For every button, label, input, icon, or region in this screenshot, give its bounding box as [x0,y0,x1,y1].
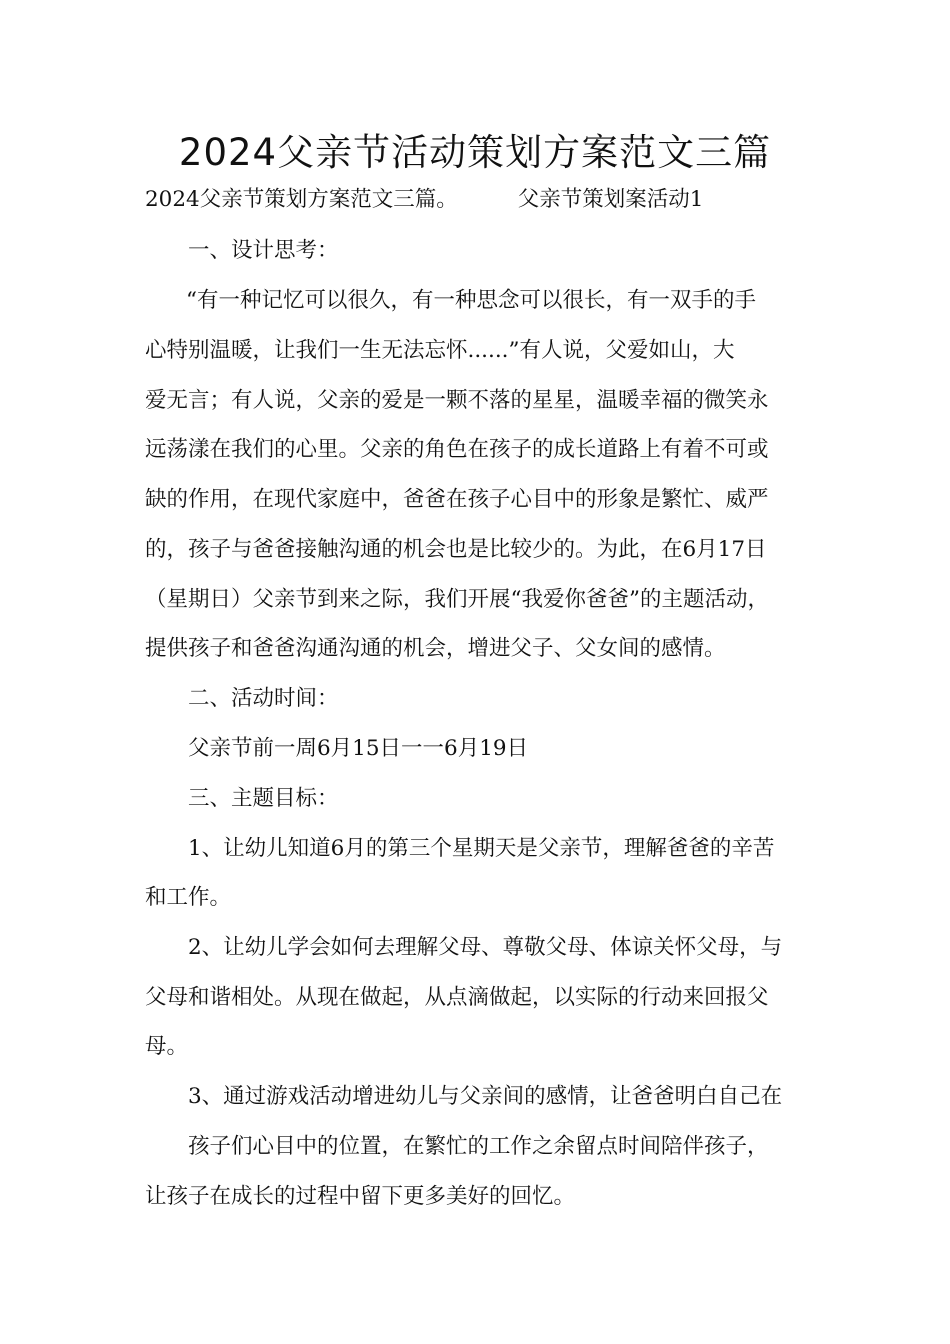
paragraph-line: 父母和谐相处。从现在做起，从点滴做起，以实际的行动来回报父 [145,985,769,1010]
goal-item-3: 3、通过游戏活动增进幼儿与父亲间的感情，让爸爸明白自己在 [188,1084,783,1109]
paragraph-line: 缺的作用，在现代家庭中，爸爸在孩子心目中的形象是繁忙、威严 [145,487,769,512]
section-heading-design: 一、设计思考： [188,238,339,263]
paragraph-line: 让孩子在成长的过程中留下更多美好的回忆。 [145,1184,576,1209]
document-title: 2024父亲节活动策划方案范文三篇 [178,131,772,174]
paragraph-line: 心特别温暖，让我们一生无法忘怀......”有人说，父爱如山，大 [145,338,735,363]
subtitle-right: 父亲节策划案活动1 [517,187,704,212]
paragraph-line: 和工作。 [145,885,232,910]
subtitle-left: 2024父亲节策划方案范文三篇。 [145,187,458,212]
paragraph-line: 母。 [145,1034,189,1059]
section-heading-goals: 三、主题目标： [188,786,339,811]
paragraph-line: 远荡漾在我们的心里。父亲的角色在孩子的成长道路上有着不可或 [145,437,769,462]
goal-item-1: 1、让幼儿知道6月的第三个星期天是父亲节，理解爸爸的辛苦 [188,836,775,861]
section-heading-time: 二、活动时间： [188,686,339,711]
paragraph-line: 提供孩子和爸爸沟通沟通的机会，增进父子、父女间的感情。 [145,636,726,661]
goal-item-2: 2、让幼儿学会如何去理解父母、尊敬父母、体谅关怀父母，与 [188,935,783,960]
paragraph-line: 的，孩子与爸爸接触沟通的机会也是比较少的。为此，在6月17日 [145,537,767,562]
paragraph-line: “有一种记忆可以很久，有一种思念可以很长，有一双手的手 [186,288,756,313]
paragraph-line: （星期日）父亲节到来之际，我们开展“我爱你爸爸”的主题活动， [145,587,769,612]
paragraph-line: 爱无言；有人说，父亲的爱是一颗不落的星星，温暖幸福的微笑永 [145,388,769,413]
paragraph-line: 父亲节前一周6月15日一一6月19日 [188,736,529,761]
paragraph-line: 孩子们心目中的位置，在繁忙的工作之余留点时间陪伴孩子， [188,1134,769,1159]
subtitle-line [145,185,825,215]
